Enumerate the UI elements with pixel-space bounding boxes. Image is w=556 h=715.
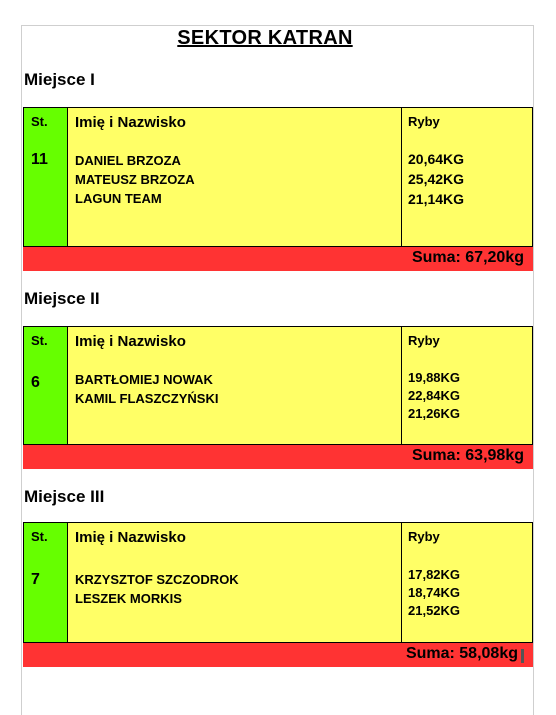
page-title: SEKTOR KATRAN (177, 27, 353, 49)
stand-number: 7 (31, 571, 40, 588)
fish-weight: 17,82KG (408, 567, 461, 582)
fish-weight: 21,14KG (408, 191, 465, 207)
names-header: Imię i Nazwisko (75, 114, 186, 131)
fish-column (401, 327, 532, 444)
place-heading-3: Miejsce III (24, 487, 105, 506)
results-table-1 (23, 107, 533, 247)
stand-header: St. (31, 114, 48, 129)
fish-weight: 20,64KG (408, 151, 465, 167)
sum-value: Suma: 63,98kg (411, 447, 524, 464)
fish-weight: 22,84KG (408, 388, 461, 403)
angler-name: LAGUN TEAM (75, 191, 162, 206)
names-list (75, 151, 195, 208)
fish-header: Ryby (408, 529, 440, 544)
angler-name: LESZEK MORKIS (75, 591, 182, 606)
place-block-1 (23, 107, 533, 271)
sum-bar-2 (23, 445, 533, 469)
fish-weight: 25,42KG (408, 171, 465, 187)
place-heading-2: Miejsce II (24, 289, 100, 308)
names-header: Imię i Nazwisko (75, 333, 186, 350)
fish-column (401, 108, 532, 246)
sum-bar-3 (23, 643, 533, 667)
fish-weight: 21,26KG (408, 406, 461, 421)
sum-bar-1 (23, 247, 533, 271)
stand-header: St. (31, 333, 48, 348)
text-cursor (521, 649, 524, 663)
fish-column (401, 523, 532, 642)
fish-header: Ryby (408, 333, 440, 348)
angler-name: KAMIL FLASZCZYŃSKI (75, 391, 219, 406)
fish-weights (408, 149, 464, 209)
names-list (75, 370, 218, 408)
fish-weight: 19,88KG (408, 370, 461, 385)
results-table-2 (23, 326, 533, 445)
angler-name: BARTŁOMIEJ NOWAK (75, 372, 213, 387)
names-list (75, 570, 239, 608)
place-block-2 (23, 326, 533, 469)
fish-weights (408, 369, 460, 423)
fish-header: Ryby (408, 114, 440, 129)
angler-name: DANIEL BRZOZA (75, 153, 181, 168)
place-heading-1: Miejsce I (24, 70, 95, 89)
stand-column (24, 327, 68, 444)
names-header: Imię i Nazwisko (75, 529, 186, 546)
stand-header: St. (31, 529, 48, 544)
stand-column (24, 523, 68, 642)
angler-name: KRZYSZTOF SZCZODROK (75, 572, 239, 587)
sum-value: Suma: 58,08kg (405, 645, 518, 662)
fish-weights (408, 566, 460, 620)
sum-value: Suma: 67,20kg (411, 249, 524, 266)
stand-number: 6 (31, 374, 40, 391)
stand-column (24, 108, 68, 246)
fish-weight: 21,52KG (408, 603, 461, 618)
fish-weight: 18,74KG (408, 585, 461, 600)
place-block-3 (23, 522, 533, 667)
stand-number: 11 (31, 151, 48, 168)
angler-name: MATEUSZ BRZOZA (75, 172, 195, 187)
results-table-3 (23, 522, 533, 643)
